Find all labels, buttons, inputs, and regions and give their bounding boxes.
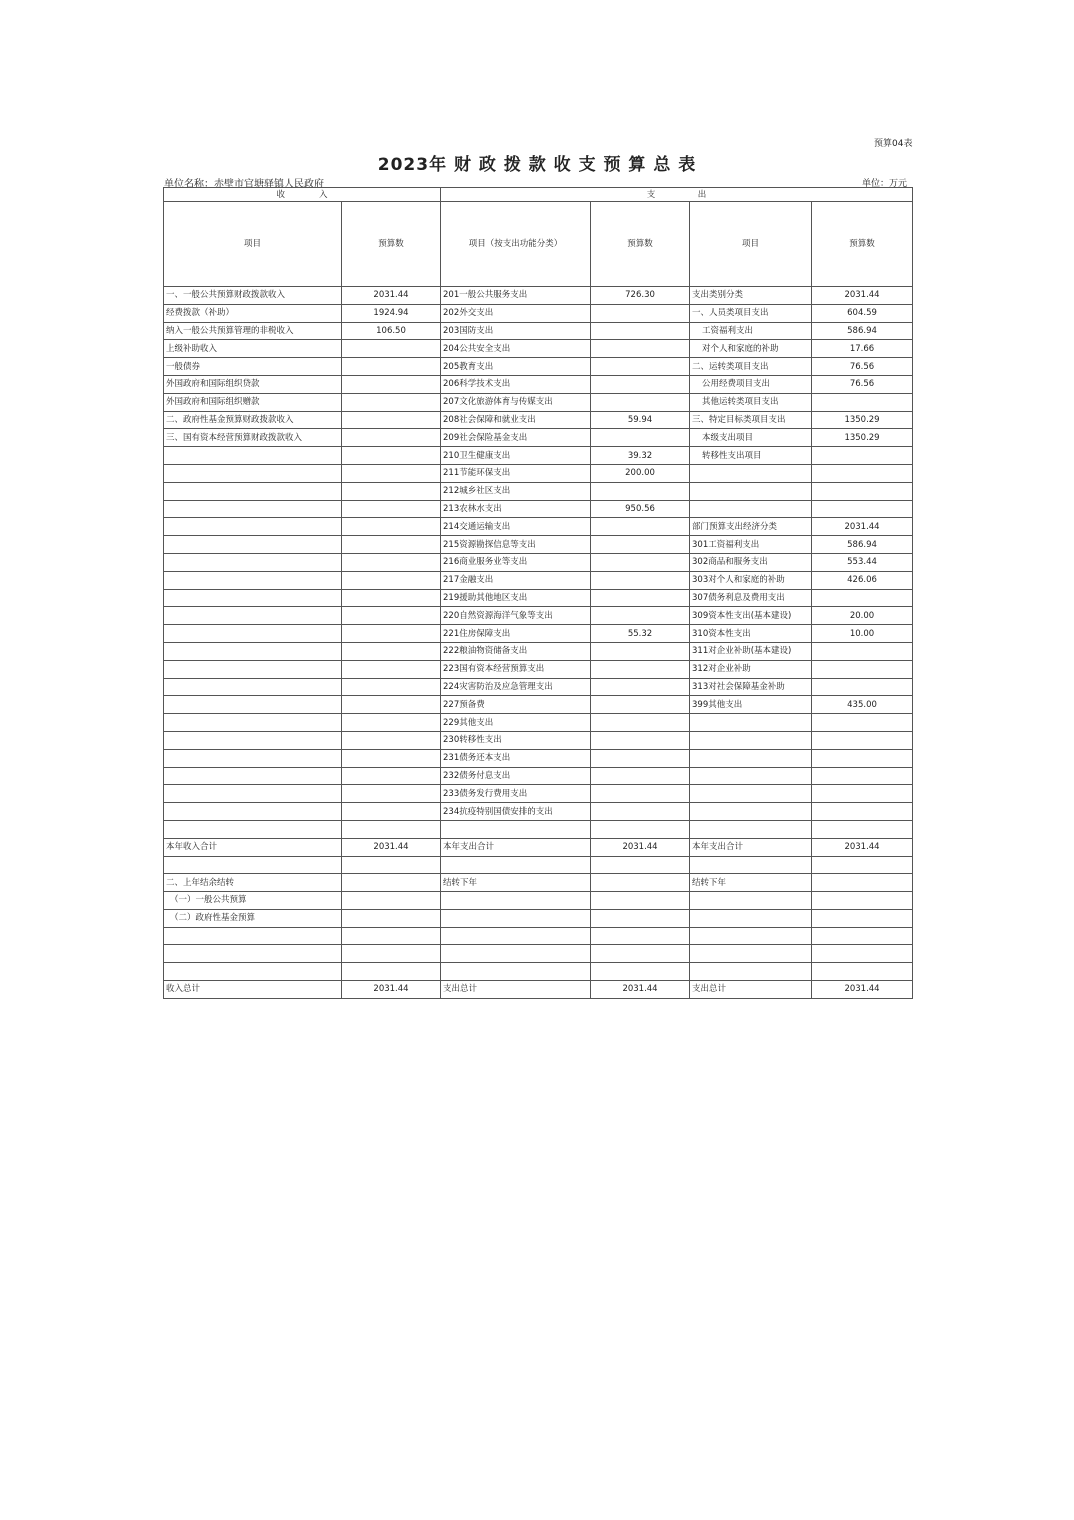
cell-income-amount bbox=[342, 393, 441, 411]
cell-function-amount: 726.30 bbox=[591, 287, 690, 305]
cell-function-item bbox=[441, 963, 591, 981]
cell-function-item: 212城乡社区支出 bbox=[441, 482, 591, 500]
table-row bbox=[164, 358, 913, 376]
cell-category-amount: 604.59 bbox=[812, 304, 913, 322]
cell-function-amount bbox=[591, 518, 690, 536]
cell-function-amount: 950.56 bbox=[591, 500, 690, 518]
table-row bbox=[164, 536, 913, 554]
cell-function-amount bbox=[591, 571, 690, 589]
cell-function-item: 223国有资本经营预算支出 bbox=[441, 660, 591, 678]
cell-category-amount bbox=[812, 731, 913, 749]
cell-function-amount bbox=[591, 927, 690, 945]
cell-income-amount: 2031.44 bbox=[342, 981, 441, 999]
cell-function-item bbox=[441, 820, 591, 838]
cell-function-item: 221住房保障支出 bbox=[441, 625, 591, 643]
cell-category-item: 一、人员类项目支出 bbox=[690, 304, 812, 322]
cell-category-item: 公用经费项目支出 bbox=[690, 375, 812, 393]
cell-income-amount bbox=[342, 340, 441, 358]
expense-group-header: 支 出 bbox=[441, 188, 913, 202]
cell-income-amount: 1924.94 bbox=[342, 304, 441, 322]
cell-category-item: 313对社会保障基金补助 bbox=[690, 678, 812, 696]
cell-income-item bbox=[164, 464, 342, 482]
cell-income-item: 二、上年结余结转 bbox=[164, 874, 342, 892]
group-header-row bbox=[164, 188, 913, 202]
cell-category-item: 399其他支出 bbox=[690, 696, 812, 714]
cell-category-item: 三、特定目标类项目支出 bbox=[690, 411, 812, 429]
cell-income-amount: 106.50 bbox=[342, 322, 441, 340]
cell-function-item: 209社会保险基金支出 bbox=[441, 429, 591, 447]
cell-income-item: 一、一般公共预算财政拨款收入 bbox=[164, 287, 342, 305]
cell-category-item: 结转下年 bbox=[690, 874, 812, 892]
cell-function-item: 201一般公共服务支出 bbox=[441, 287, 591, 305]
table-row bbox=[164, 340, 913, 358]
form-code: 预算04表 bbox=[874, 139, 913, 149]
table-row bbox=[164, 447, 913, 465]
cell-income-item: 一般债券 bbox=[164, 358, 342, 376]
cell-function-amount bbox=[591, 785, 690, 803]
cell-income-amount bbox=[342, 518, 441, 536]
cell-category-amount bbox=[812, 500, 913, 518]
cell-category-item: 其他运转类项目支出 bbox=[690, 393, 812, 411]
cell-category-item bbox=[690, 892, 812, 910]
cell-function-item: 214交通运输支出 bbox=[441, 518, 591, 536]
cell-income-item bbox=[164, 642, 342, 660]
table-row bbox=[164, 874, 913, 892]
cell-category-amount: 426.06 bbox=[812, 571, 913, 589]
cell-income-amount bbox=[342, 945, 441, 963]
cell-category-amount bbox=[812, 856, 913, 874]
table-row bbox=[164, 553, 913, 571]
table-row bbox=[164, 482, 913, 500]
cell-function-item: 210卫生健康支出 bbox=[441, 447, 591, 465]
table-row bbox=[164, 927, 913, 945]
cell-income-amount bbox=[342, 571, 441, 589]
table-row bbox=[164, 607, 913, 625]
table-row bbox=[164, 678, 913, 696]
cell-category-item: 本年支出合计 bbox=[690, 838, 812, 856]
cell-category-item bbox=[690, 927, 812, 945]
cell-category-item bbox=[690, 963, 812, 981]
cell-income-amount bbox=[342, 731, 441, 749]
cell-function-item: 202外交支出 bbox=[441, 304, 591, 322]
table-row bbox=[164, 856, 913, 874]
cell-category-item: 311对企业补助(基本建设) bbox=[690, 642, 812, 660]
cell-income-amount bbox=[342, 856, 441, 874]
cell-income-amount bbox=[342, 447, 441, 465]
cell-category-item: 工资福利支出 bbox=[690, 322, 812, 340]
cell-category-amount bbox=[812, 803, 913, 821]
cell-function-item: 230转移性支出 bbox=[441, 731, 591, 749]
cell-income-item: 二、政府性基金预算财政拨款收入 bbox=[164, 411, 342, 429]
cell-category-item bbox=[690, 820, 812, 838]
cell-function-amount bbox=[591, 429, 690, 447]
cell-income-amount bbox=[342, 767, 441, 785]
cell-function-amount bbox=[591, 749, 690, 767]
table-row bbox=[164, 518, 913, 536]
table-row bbox=[164, 696, 913, 714]
cell-income-item: 经费拨款（补助） bbox=[164, 304, 342, 322]
cell-function-item: 229其他支出 bbox=[441, 714, 591, 732]
cell-income-item bbox=[164, 536, 342, 554]
cell-category-item: 本级支出项目 bbox=[690, 429, 812, 447]
cell-function-item: 204公共安全支出 bbox=[441, 340, 591, 358]
cell-category-amount bbox=[812, 678, 913, 696]
cell-income-amount bbox=[342, 482, 441, 500]
cell-income-item: 上级补助收入 bbox=[164, 340, 342, 358]
cell-category-item: 310资本性支出 bbox=[690, 625, 812, 643]
table-row bbox=[164, 500, 913, 518]
cell-category-item: 303对个人和家庭的补助 bbox=[690, 571, 812, 589]
table-row bbox=[164, 785, 913, 803]
cell-category-item bbox=[690, 500, 812, 518]
cell-function-amount bbox=[591, 607, 690, 625]
cell-category-amount: 1350.29 bbox=[812, 429, 913, 447]
cell-category-amount bbox=[812, 820, 913, 838]
cell-category-amount: 2031.44 bbox=[812, 287, 913, 305]
cell-income-amount bbox=[342, 642, 441, 660]
cell-income-amount: 2031.44 bbox=[342, 287, 441, 305]
cell-function-item: 227预备费 bbox=[441, 696, 591, 714]
cell-category-amount: 1350.29 bbox=[812, 411, 913, 429]
cell-income-amount bbox=[342, 536, 441, 554]
cell-category-amount: 553.44 bbox=[812, 553, 913, 571]
table-row bbox=[164, 589, 913, 607]
cell-category-item: 部门预算支出经济分类 bbox=[690, 518, 812, 536]
cell-category-item: 309资本性支出(基本建设) bbox=[690, 607, 812, 625]
cell-function-amount bbox=[591, 536, 690, 554]
cell-income-amount: 2031.44 bbox=[342, 838, 441, 856]
col-header-income-amount: 预算数 bbox=[342, 202, 441, 287]
cell-category-amount bbox=[812, 963, 913, 981]
cell-function-amount bbox=[591, 482, 690, 500]
cell-category-amount bbox=[812, 589, 913, 607]
cell-income-amount bbox=[342, 625, 441, 643]
cell-income-amount bbox=[342, 553, 441, 571]
cell-category-item: 312对企业补助 bbox=[690, 660, 812, 678]
table-row bbox=[164, 945, 913, 963]
cell-function-amount bbox=[591, 375, 690, 393]
cell-income-item bbox=[164, 714, 342, 732]
income-group-header: 收 入 bbox=[164, 188, 441, 202]
cell-function-amount: 2031.44 bbox=[591, 838, 690, 856]
cell-function-item bbox=[441, 927, 591, 945]
cell-category-item bbox=[690, 731, 812, 749]
cell-income-item bbox=[164, 963, 342, 981]
cell-function-item: 219援助其他地区支出 bbox=[441, 589, 591, 607]
cell-function-item: 222粮油物资储备支出 bbox=[441, 642, 591, 660]
cell-income-item bbox=[164, 625, 342, 643]
cell-income-item bbox=[164, 945, 342, 963]
cell-function-amount: 59.94 bbox=[591, 411, 690, 429]
cell-category-amount: 435.00 bbox=[812, 696, 913, 714]
table-row bbox=[164, 731, 913, 749]
cell-category-amount bbox=[812, 642, 913, 660]
cell-function-item: 216商业服务业等支出 bbox=[441, 553, 591, 571]
table-row bbox=[164, 304, 913, 322]
cell-category-amount bbox=[812, 767, 913, 785]
cell-income-amount bbox=[342, 500, 441, 518]
table-row bbox=[164, 803, 913, 821]
cell-function-item: 结转下年 bbox=[441, 874, 591, 892]
cell-category-item: 301工资福利支出 bbox=[690, 536, 812, 554]
cell-function-item: 206科学技术支出 bbox=[441, 375, 591, 393]
cell-category-amount: 586.94 bbox=[812, 322, 913, 340]
table-row bbox=[164, 892, 913, 910]
cell-function-item: 203国防支出 bbox=[441, 322, 591, 340]
cell-function-amount bbox=[591, 714, 690, 732]
cell-function-item: 本年支出合计 bbox=[441, 838, 591, 856]
cell-function-amount bbox=[591, 767, 690, 785]
cell-income-item bbox=[164, 803, 342, 821]
cell-function-amount bbox=[591, 803, 690, 821]
cell-income-item bbox=[164, 767, 342, 785]
cell-function-amount bbox=[591, 909, 690, 927]
cell-income-amount bbox=[342, 909, 441, 927]
cell-function-amount bbox=[591, 322, 690, 340]
cell-income-item: 收入总计 bbox=[164, 981, 342, 999]
cell-income-item bbox=[164, 589, 342, 607]
cell-category-item: 支出类别分类 bbox=[690, 287, 812, 305]
cell-function-item: 207文化旅游体育与传媒支出 bbox=[441, 393, 591, 411]
cell-category-amount: 586.94 bbox=[812, 536, 913, 554]
cell-income-item bbox=[164, 678, 342, 696]
cell-category-item: 支出总计 bbox=[690, 981, 812, 999]
cell-category-amount bbox=[812, 892, 913, 910]
cell-function-amount: 2031.44 bbox=[591, 981, 690, 999]
cell-category-item: 二、运转类项目支出 bbox=[690, 358, 812, 376]
table-row bbox=[164, 411, 913, 429]
cell-category-item bbox=[690, 714, 812, 732]
cell-function-amount bbox=[591, 820, 690, 838]
table-row bbox=[164, 571, 913, 589]
cell-income-item: 纳入一般公共预算管理的非税收入 bbox=[164, 322, 342, 340]
table-row bbox=[164, 963, 913, 981]
cell-function-amount bbox=[591, 642, 690, 660]
cell-function-amount bbox=[591, 731, 690, 749]
col-header-function-item: 项目（按支出功能分类） bbox=[441, 202, 591, 287]
table-row bbox=[164, 642, 913, 660]
cell-function-amount: 200.00 bbox=[591, 464, 690, 482]
cell-income-amount bbox=[342, 820, 441, 838]
table-row bbox=[164, 322, 913, 340]
cell-category-item bbox=[690, 767, 812, 785]
cell-category-item: 302商品和服务支出 bbox=[690, 553, 812, 571]
currency-unit: 单位：万元 bbox=[862, 179, 908, 189]
cell-category-amount: 10.00 bbox=[812, 625, 913, 643]
cell-category-amount: 20.00 bbox=[812, 607, 913, 625]
cell-function-item: 224灾害防治及应急管理支出 bbox=[441, 678, 591, 696]
cell-category-amount bbox=[812, 874, 913, 892]
col-header-category-amount: 预算数 bbox=[812, 202, 913, 287]
cell-function-amount: 55.32 bbox=[591, 625, 690, 643]
cell-income-item bbox=[164, 447, 342, 465]
cell-function-item: 支出总计 bbox=[441, 981, 591, 999]
cell-income-item: （一）一般公共预算 bbox=[164, 892, 342, 910]
cell-function-amount: 39.32 bbox=[591, 447, 690, 465]
cell-function-amount bbox=[591, 874, 690, 892]
page-title: 2023年 财 政 拨 款 收 支 预 算 总 表 bbox=[377, 155, 697, 175]
cell-income-item bbox=[164, 856, 342, 874]
cell-category-amount: 2031.44 bbox=[812, 838, 913, 856]
table-row bbox=[164, 393, 913, 411]
table-row bbox=[164, 660, 913, 678]
cell-category-item bbox=[690, 945, 812, 963]
cell-function-item: 234抗疫特别国债安排的支出 bbox=[441, 803, 591, 821]
cell-category-amount bbox=[812, 660, 913, 678]
cell-income-amount bbox=[342, 429, 441, 447]
table-row bbox=[164, 767, 913, 785]
cell-function-amount bbox=[591, 358, 690, 376]
cell-income-item: 外国政府和国际组织贷款 bbox=[164, 375, 342, 393]
cell-income-amount bbox=[342, 375, 441, 393]
cell-income-amount bbox=[342, 660, 441, 678]
cell-category-amount bbox=[812, 749, 913, 767]
cell-category-item: 转移性支出项目 bbox=[690, 447, 812, 465]
cell-function-amount bbox=[591, 589, 690, 607]
cell-income-amount bbox=[342, 464, 441, 482]
budget-table bbox=[163, 187, 913, 999]
table-row bbox=[164, 287, 913, 305]
cell-category-amount: 2031.44 bbox=[812, 981, 913, 999]
cell-function-amount bbox=[591, 660, 690, 678]
cell-income-item: 外国政府和国际组织赠款 bbox=[164, 393, 342, 411]
cell-income-item bbox=[164, 660, 342, 678]
cell-income-amount bbox=[342, 589, 441, 607]
cell-function-item: 231债务还本支出 bbox=[441, 749, 591, 767]
cell-function-item: 208社会保障和就业支出 bbox=[441, 411, 591, 429]
cell-function-amount bbox=[591, 945, 690, 963]
cell-income-amount bbox=[342, 785, 441, 803]
cell-income-amount bbox=[342, 607, 441, 625]
cell-income-amount bbox=[342, 678, 441, 696]
cell-function-amount bbox=[591, 393, 690, 411]
cell-function-amount bbox=[591, 963, 690, 981]
cell-income-item: （二）政府性基金预算 bbox=[164, 909, 342, 927]
cell-income-item bbox=[164, 731, 342, 749]
cell-category-amount bbox=[812, 393, 913, 411]
cell-income-item bbox=[164, 518, 342, 536]
cell-income-item: 三、国有资本经营预算财政拨款收入 bbox=[164, 429, 342, 447]
cell-category-amount bbox=[812, 482, 913, 500]
table-row bbox=[164, 714, 913, 732]
cell-category-item bbox=[690, 856, 812, 874]
cell-category-item bbox=[690, 785, 812, 803]
cell-income-amount bbox=[342, 892, 441, 910]
cell-function-item: 215资源勘探信息等支出 bbox=[441, 536, 591, 554]
table-row bbox=[164, 820, 913, 838]
cell-category-amount bbox=[812, 714, 913, 732]
cell-function-item bbox=[441, 909, 591, 927]
cell-function-amount bbox=[591, 892, 690, 910]
table-row bbox=[164, 838, 913, 856]
cell-category-amount bbox=[812, 927, 913, 945]
cell-category-item bbox=[690, 464, 812, 482]
cell-category-amount: 17.66 bbox=[812, 340, 913, 358]
cell-category-item bbox=[690, 909, 812, 927]
cell-income-amount bbox=[342, 749, 441, 767]
cell-category-item bbox=[690, 803, 812, 821]
cell-category-amount: 76.56 bbox=[812, 358, 913, 376]
cell-income-item bbox=[164, 785, 342, 803]
cell-income-item bbox=[164, 820, 342, 838]
cell-function-item: 211节能环保支出 bbox=[441, 464, 591, 482]
table-row bbox=[164, 981, 913, 999]
cell-income-item bbox=[164, 927, 342, 945]
cell-category-amount bbox=[812, 464, 913, 482]
cell-income-amount bbox=[342, 411, 441, 429]
cell-category-item bbox=[690, 749, 812, 767]
cell-function-item: 233债务发行费用支出 bbox=[441, 785, 591, 803]
cell-category-amount bbox=[812, 785, 913, 803]
cell-function-amount bbox=[591, 304, 690, 322]
cell-income-item bbox=[164, 571, 342, 589]
cell-income-item bbox=[164, 553, 342, 571]
cell-function-amount bbox=[591, 340, 690, 358]
cell-function-item: 213农林水支出 bbox=[441, 500, 591, 518]
cell-income-amount bbox=[342, 963, 441, 981]
cell-function-amount bbox=[591, 696, 690, 714]
cell-category-amount bbox=[812, 909, 913, 927]
cell-category-item: 对个人和家庭的补助 bbox=[690, 340, 812, 358]
cell-income-item bbox=[164, 607, 342, 625]
table-row bbox=[164, 464, 913, 482]
cell-income-amount bbox=[342, 803, 441, 821]
cell-function-amount bbox=[591, 553, 690, 571]
cell-function-item bbox=[441, 945, 591, 963]
table-row bbox=[164, 625, 913, 643]
cell-function-item bbox=[441, 892, 591, 910]
cell-category-item bbox=[690, 482, 812, 500]
cell-function-item: 232债务付息支出 bbox=[441, 767, 591, 785]
cell-category-item: 307债务利息及费用支出 bbox=[690, 589, 812, 607]
col-header-income-item: 项目 bbox=[164, 202, 342, 287]
cell-income-item bbox=[164, 500, 342, 518]
cell-income-item bbox=[164, 696, 342, 714]
table-row bbox=[164, 375, 913, 393]
cell-income-item: 本年收入合计 bbox=[164, 838, 342, 856]
cell-income-amount bbox=[342, 714, 441, 732]
cell-income-amount bbox=[342, 927, 441, 945]
cell-function-item: 217金融支出 bbox=[441, 571, 591, 589]
cell-income-amount bbox=[342, 696, 441, 714]
cell-income-amount bbox=[342, 358, 441, 376]
column-header-row bbox=[164, 202, 913, 287]
table-row bbox=[164, 429, 913, 447]
table-row bbox=[164, 909, 913, 927]
cell-income-item bbox=[164, 482, 342, 500]
cell-function-amount bbox=[591, 856, 690, 874]
cell-income-item bbox=[164, 749, 342, 767]
cell-category-amount: 76.56 bbox=[812, 375, 913, 393]
table-row bbox=[164, 749, 913, 767]
col-header-category-item: 项目 bbox=[690, 202, 812, 287]
cell-function-amount bbox=[591, 678, 690, 696]
unit-name: 单位名称：赤壁市官塘驿镇人民政府 bbox=[164, 179, 324, 190]
cell-function-item: 220自然资源海洋气象等支出 bbox=[441, 607, 591, 625]
cell-category-amount: 2031.44 bbox=[812, 518, 913, 536]
cell-function-item bbox=[441, 856, 591, 874]
cell-income-amount bbox=[342, 874, 441, 892]
cell-category-amount bbox=[812, 447, 913, 465]
cell-function-item: 205教育支出 bbox=[441, 358, 591, 376]
col-header-function-amount: 预算数 bbox=[591, 202, 690, 287]
cell-category-amount bbox=[812, 945, 913, 963]
